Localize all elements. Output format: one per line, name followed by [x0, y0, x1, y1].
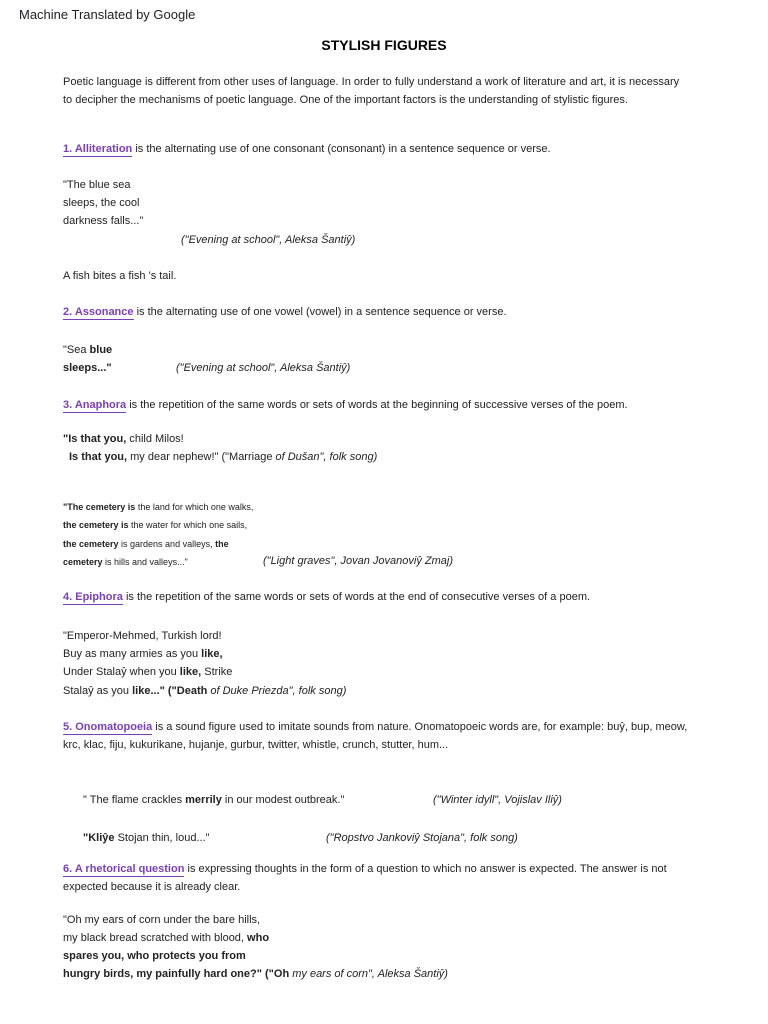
- onomatopoeia-source: ("Winter idyll", Vojislav Iliŷ): [433, 794, 562, 806]
- onomatopoeia-link[interactable]: 5. Onomatopoeia: [63, 721, 153, 733]
- onomatopoeia-words: krc, klac, fiju, kukurikane, hujanje, gurbur, twitter, whistle, crunch, stutter, hum...: [63, 739, 449, 751]
- assonance-heading: [63, 305, 507, 319]
- assonance-source: ("Evening at school", Aleksa Šantiŷ): [176, 362, 351, 374]
- onomatopoeia-source: ("Ropstvo Jankoviŷ Stojana", folk song): [326, 832, 518, 844]
- anaphora-quote-line: "Is that you, child Milos!: [63, 433, 184, 445]
- onomatopoeia-definition: is a sound figure used to imitate sounds from nature. Onomatopoeic words are, for example: buŷ, bup, meow,: [152, 721, 688, 733]
- onomatopoeia-quote: "Kliŷe Stojan thin, loud...": [83, 832, 210, 844]
- rhetorical-definition-cont: expected because it is already clear.: [63, 881, 241, 893]
- rhetorical-quote-line: hungry birds, my painfully hard one?" ("Oh my ears of corn", Aleksa Šantiŷ): [63, 968, 448, 980]
- assonance-quote-line: "Sea blue: [63, 344, 113, 356]
- anaphora-link[interactable]: 3. Anaphora: [63, 399, 127, 411]
- machine-translation-label: Machine Translated by Google: [19, 7, 196, 22]
- anaphora-heading: [63, 398, 628, 412]
- epiphora-heading: [63, 590, 590, 604]
- rhetorical-quote-line: my black bread scratched with blood, who: [63, 932, 270, 944]
- rhetorical-definition: is expressing thoughts in the form of a question to which no answer is expected. The answer is not: [184, 863, 667, 875]
- intro-line-1: Poetic language is different from other uses of language. In order to fully understand a work of literature and art, it is necessary: [63, 76, 680, 88]
- cemetery-quote-line: cemetery is hills and valleys...": [63, 557, 188, 567]
- rhetorical-quote-line: "Oh my ears of corn under the bare hills,: [63, 914, 261, 926]
- alliteration-definition: is the alternating use of one consonant (consonant) in a sentence sequence or verse.: [132, 143, 551, 155]
- alliteration-quote-line: "The blue sea: [63, 179, 131, 191]
- rhetorical-heading: [63, 862, 667, 876]
- alliteration-source: ("Evening at school", Aleksa Šantiŷ): [181, 234, 356, 246]
- intro-line-2: to decipher the mechanisms of poetic language. One of the important factors is the understanding of stylistic figures.: [63, 94, 628, 106]
- anaphora-definition: is the repetition of the same words or sets of words at the beginning of successive verses of the poem.: [126, 399, 628, 411]
- alliteration-link[interactable]: 1. Alliteration: [63, 143, 133, 155]
- epiphora-definition: is the repetition of the same words or sets of words at the end of consecutive verses of a poem.: [122, 591, 591, 603]
- cemetery-quote-line: "The cemetery is the land for which one walks,: [63, 502, 254, 512]
- assonance-definition: is the alternating use of one vowel (vowel) in a sentence sequence or verse.: [133, 306, 507, 318]
- epiphora-quote-line: "Emperor-Mehmed, Turkish lord!: [63, 630, 222, 642]
- alliteration-example: A fish bites a fish 's tail.: [63, 270, 177, 282]
- rhetorical-quote-line: spares you, who protects you from: [63, 950, 246, 962]
- cemetery-quote-line: the cemetery is gardens and valleys, the: [63, 539, 229, 549]
- cemetery-source: ("Light graves", Jovan Jovanoviŷ Zmaj): [263, 555, 453, 567]
- assonance-quote-line: sleeps...": [63, 362, 112, 374]
- alliteration-heading: [63, 142, 551, 156]
- epiphora-quote-line: Stalaŷ as you like..." ("Death of Duke Priezda", folk song): [63, 685, 347, 697]
- onomatopoeia-heading: [63, 720, 687, 734]
- epiphora-quote-line: Buy as many armies as you like,: [63, 648, 223, 660]
- epiphora-link[interactable]: 4. Epiphora: [63, 591, 123, 603]
- epiphora-quote-line: Under Stalaŷ when you like, Strike: [63, 666, 233, 678]
- onomatopoeia-quote: " The flame crackles merrily in our modest outbreak.": [83, 794, 345, 806]
- rhetorical-link[interactable]: 6. A rhetorical question: [63, 863, 185, 875]
- cemetery-quote-line: the cemetery is the water for which one sails,: [63, 520, 248, 530]
- alliteration-quote-line: sleeps, the cool: [63, 197, 140, 209]
- assonance-link[interactable]: 2. Assonance: [63, 306, 134, 318]
- alliteration-quote-line: darkness falls...": [63, 215, 144, 227]
- page-title: STYLISH FIGURES: [321, 37, 447, 53]
- anaphora-quote-line: Is that you, my dear nephew!" ("Marriage of Dušan", folk song): [69, 451, 378, 463]
